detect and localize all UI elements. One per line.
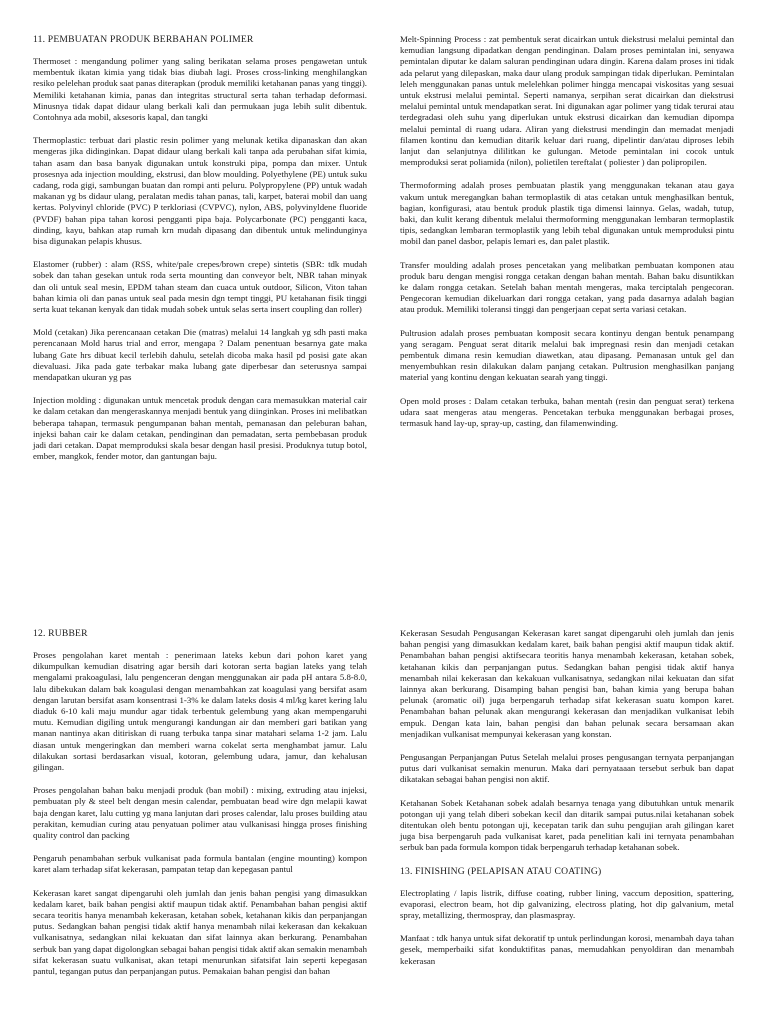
- section-heading: 13. FINISHING (PELAPISAN ATAU COATING): [400, 865, 602, 877]
- section-heading: 12. RUBBER: [33, 628, 88, 639]
- paragraph-rubber-hardness: Kekerasan karet sangat dipengaruhi oleh jumlah dan jenis bahan pengisi yang dimasukkan kedalam karet, baik bahan pengisi aktif maupun tidak aktif. Penambahan bahan pengisi aktif secara teoritis hanya menambah kekerasan, ketahan sobek, ketahanan kikis dan perpanjangan putus. Sedangkan bahan pengisi tidak aktif hanya menambah nilai kekerasan dan kekakuan vulkanisatnya, sedangkan nilai kekuatan dan sifat lainnya akan berkurang. Penambahan serbuk ban yang dapat digolongkan sebagai bahan pengisi tidak aktif akan semakin menambah sifat kekerasan suatu vulkanisat, akan tetapi menurunkan sifatsifat lain seperti kepegasan pantul, tegangan putus dan perpanjangan putus. Pemakaian bahan pengisi dan bahan: [33, 887, 367, 977]
- paragraph-raw-rubber-processing: Proses pengolahan karet mentah : penerimaan lateks kebun dari pohon karet yang dikumpulkan kemudian disatring agar bersih dari kotoran serta bagian lateks yang telah mengalami prakoagulasi, lalu pengenceran dengan menggunakan air pada pH antara 5.8-8.0, lalu dibekukan dalam bak koagulasi dengan menambahkan zat koagulasi yang bersifat asam dengan larutan bersifat asam konsentrasi 1-3% ke dalam lateks dosis 4 ml/kg karet kering lalu diaduk 6-10 kali maju mundur agar tidak terbentuk gelembung yang akan mempengaruhi mutu. Kemudian digiling untuk mengurangi kandungan air dan memberi gari batikan yang manan nantinya akan ditiriskan di ruang terbuka tanpa sinar matahari selama 1-2 jam. Lalu diasan untuk mengeringkan dan memberi warna cokelat serta menghambat jamur. Lalu dilakukan sortasi berdasarkan visual, kotoran, gelembung udara, jamur, dan kehalusan gilingan.: [33, 650, 367, 773]
- paragraph-tear-resistance: Ketahanan Sobek Ketahanan sobek adalah besarnya tenaga yang dibutuhkan untuk menarik potongan uji yang telah diberi sobekan kecil dan ditarik sampai putus.nilai ketahanan sobek ditentukan oleh bentu potongan uji, kecepatan tarik dan suhu pengujian arah gilingan karet juga bisa berpengaruh pada vulkanisat karet, pada penelitian kali ini ternyata penambahan serbuk ban pada formula kompon tidak berpengaruh terhadap ketahanan sobek.: [400, 797, 734, 853]
- section-heading: 11. PEMBUATAN PRODUK BERBAHAN POLIMER: [33, 34, 254, 45]
- paragraph-thermoplastic: Thermoplastic: terbuat dari plastic resin polimer yang melunak ketika dipanaskan dan akan mengeras jika didinginkan. Dapat didaur ulang berkali kali tanpa ada perubahan sifat kimia, tahan asam dan basa banyak digunakan untuk konstruki pipa, pompa dan mixer. Untuk prosesnya ada injection moulding, ekstrusi, dan blow moulding. Polyethylene (PE) untuk suku cadang, roda gigi, sambungan buatan dan rompi anti peluru. Polypropylene (PP) untuk wadah makanan yg bs didaur ulang, peralatan medis tahan panas, tali, karpet, baterai mobil dan uang kertas. Polyvinyl chloride (PVC) P terkloriasi (CVPVC), nylon, ABS, polyvinyldene fluoride (PVDF) bahan pipa tahan korosi pengganti pipa baja. Polycarbonate (PC) pengganti kaca, dinding, kayu, bahkan atap rumah krn mudah dipasang dan dibentuk untuk melindunginya bisa digunakan pelapis khusus.: [33, 135, 367, 247]
- paragraph-mold: Mold (cetakan) Jika perencanaan cetakan Die (matras) melalui 14 langkah yg sdh pasti maka perencanaan Mold harus trial and error, mengapa ? Dalam penentuan besarnya gate maka lubang Gate hrs dibuat kecil terlebih dahulu, setelah dicoba maka hasil pd posisi gate akan dievaluasi. Jika pada gate terbakar maka lubang gate diperbesar dan seterusnya sampai mendapatkan ukuran yg pas: [33, 327, 367, 383]
- page-bottom: [0, 604, 768, 1024]
- paragraph-melt-spinning: Melt-Spinning Process : zat pembentuk serat dicairkan untuk diekstrusi melalui pemintal dan kemudian langsung dipadatkan dengan pendinginan. Dalam proses pemintalan ini, senyawa pemintalan diputar ke dalam saluran pendinginan udara dingin. Karena dalam proses ini tidak ada pelarut yang dilepaskan, maka daur ulang produk sampingan tidak diperlukan. Pemintalan leleh menggunakan panas untuk melelehkan polimer hingga mencapai viskositas yang sesuai untuk ekstrusi melalui pemintal. Seperti namanya, serpihan serat dicairkan dan diekstrusi melalui pemintal untuk mendapatkan serat. Ini digunakan agar polimer yang tidak terurai atau terdegradasi oleh suhu yang diperlukan untuk ekstrusi dicairkan dan kemudian dipompa melalui pemintal di ruang udara. Aliran yang diekstrusi mendingin dan memadat menjadi filamen kontinu dan kemudian ditarik keluar dari ruang, dipelintir dan/atau diproses lebih lanjut dan selanjutnya dililitkan ke gulungan. Metode pemintalan ini cocok untuk memproduksi serat poliamida (nilon), polietilen tereftalat ( poliester ) dan polipropilen.: [400, 34, 734, 168]
- column-left: [33, 628, 367, 989]
- paragraph-elongation-aging: Pengusangan Perpanjangan Putus Setelah melalui proses pengusangan ternyata perpanjangan putus dari vulkanisat semakin menurun. Maka dari pernyataaan tersebut serbuk ban dapat dikatakan sebagai bahan pengisi non aktif.: [400, 752, 734, 785]
- paragraph-transfer-moulding: Transfer moulding adalah proses pencetakan yang melibatkan pembuatan komponen atau produk baru dengan mengisi rongga cetakan dengan bahan mentah. Bahan baku disuntikkan ke dalam rongga cetakan. Setelah bahan mentah mengeras, maka terciptalah pengecoran. Pengecoran kemudian dikeluarkan dari rongga cetakan, yang pada dasarnya adalah bagian atau produk. Memiliki toleransi tinggi dan pengerjaan cepat serta variasi cetakan.: [400, 259, 734, 315]
- paragraph-injection-molding: Injection molding : digunakan untuk mencetak produk dengan cara memasukkan material cair ke dalam cetakan dan mengeraskannya menjadi bentuk yang diinginkan. Proses ini melibatkan beberapa tahapan, termasuk pengumpanan bahan mentah, pemanasan dan peleburan bahan, injeksi bahan cair ke dalam cetakan, pendinginan dan pemadatan, serta pembebasan produk jadi dari cetakan. Dapat memproduksi skala besar dengan hasil presisi. Produknya tutup botol, ember, mangkok, fender motor, dan gantungan baju.: [33, 395, 367, 462]
- paragraph-hardness-after-aging: Kekerasan Sesudah Pengusangan Kekerasan karet sangat dipengaruhi oleh jumlah dan jenis bahan pengisi yang dimasukkan kedalam karet, baik bahan pengisi aktif maupun tidak aktif. Penambahan bahan pengisi aktifsecara teoritis hanya menambah kekerasan, ketahan sobek, ketahanan kikis dan perpanjangan putus. Sedangkan bahan pengisi tidak aktif hanya menambah nilai kekerasan dan kekakuan vulkanisatnya, sedangkan nilai kekuatan dan sifat lainnya akan berkurang. Disamping bahan pengisi ban, bahan kimia yang berupa bahan pelunak (aromatic oil) juga berpengaruh terhadap sifat kekerasan suatu kompon karet. Penambahan bahan pelunak akan mengurangi kekerasan dan menjadikan vulkanisat lebih empuk. Dengan kata lain, bahan pengisi dan bahan pelunak secara bersamaan akan menjadikan vulkanisat mempunyai kekerasan yang konstan.: [400, 628, 734, 739]
- paragraph-pultrusion: Pultrusion adalah proses pembuatan komposit secara kontinyu dengan bentuk penampang yang seragam. Penguat serat ditarik melalui bak impregnasi resin dan menjadi cetakan pembentuk dimana resin kemudian diawetkan, atau dipasang. Pemanasan untuk gel dan menyembuhkan resin dilakukan dalam panjang cetakan. Pultrusion menghasilkan panjang material yang kontinu dengan kekuatan searah yang tinggi.: [400, 327, 734, 383]
- paragraph-coating-benefits: Manfaat : tdk hanya untuk sifat dekoratif tp untuk perlindungan korosi, menambah daya tahan gesek, memperbaiki sifat konduktifitas panas, memudahkan penyoldiran dan menambah kekerasan: [400, 933, 734, 966]
- column-right: [400, 34, 734, 441]
- paragraph-thermoforming: Thermoforming adalah proses pembuatan plastik yang menggunakan tekanan atau gaya vakum untuk meregangkan bahan termoplastik di atas cetakan untuk menghasilkan bentuk, bagian, konfigurasi, atau bentuk produk plastik tiga dimensi lainnya. Gelas, wadah, tutup, baki, dan kulit kerang dibentuk melalui thermoforming menggunakan lembaran termoplastik tipis, sedangkan lembaran termoplastik yang lebih tebal digunakan untuk memproduksi pintu mobil dan panel dasbor, pelapis lemari es, dan palet plastik.: [400, 180, 734, 247]
- paragraph-tire-processing: Proses pengolahan bahan baku menjadi produk (ban mobil) : mixing, extruding atau injeksi, pembuatan ply & steel belt dengan mesin calendar, pembuatan bead wire dgn melapii kawat baja dengan karet, lalu cutting yg mana lanjutan dari proses calendar, lalu proses building atau perakitan, kemudian curing atau penyatuan polimer atau vulkanisasi hingga proses finishing quality control dan packing: [33, 785, 367, 841]
- paragraph-open-mold: Open mold proses : Dalam cetakan terbuka, bahan mentah (resin dan penguat serat) terkena udara saat mengeras atau mengeras. Pencetakan terbuka menggunakan berbagai proses, termasuk hand lay-up, spray-up, casting, dan filamenwinding.: [400, 395, 734, 429]
- paragraph-vulcanizate-effect: Pengaruh penambahan serbuk vulkanisat pada formula bantalan (engine mounting) kompon karet alam terhadap sifat kekerasan, pampatan tetap dan kepegasan pantul: [33, 853, 367, 875]
- paragraph-coating-methods: Electroplating / lapis listrik, diffuse coating, rubber lining, vaccum deposition, spattering, evaporasi, electron beam, hot dip galvanizing, electross plating, hot dip galvanium, metal spray, metallizing, thermospray, dan plasmaspray.: [400, 887, 734, 921]
- paragraph-elastomer: Elastomer (rubber) : alam (RSS, white/pale crepes/brown crepe) sintetis (SBR: tdk mudah sobek dan tahan gesekan untuk roda serta mounting dan conveyor belt, NBR tahan minyak dan oli untuk seal mesin, EPDM tahan steam dan cuaca untuk outdoor, Silicon, Viton tahan bahan kimia oli dan panas untuk seal pada mesin dgn tempt tinggi, PU ketahanan fisik tinggi serta kuat tekanan kenyak dan tidak mudah sobek untuk selas serta insert coupling dan roller): [33, 259, 367, 315]
- column-right: [400, 628, 734, 979]
- column-left: [33, 34, 367, 475]
- paragraph-thermoset: Thermoset : mengandung polimer yang saling berikatan selama proses pengawetan untuk membentuk ikatan kimia yang tidak bias diubah lagi. Proses cross-linking menghilangkan resiko pelelehan produk saat panas diterapkan (produk memiliki ketahanan panas yang tinggi). Memiliki ketahanan kimia, panas dan integritas structural serta tahan terhadap deformasi. Minusnya tidak dapat didaur ulang berkali kali dan permukaan juga lebih sulit dibentuk. Contohnya ada mobil, aksesoris kapal, dan tangki: [33, 56, 367, 123]
